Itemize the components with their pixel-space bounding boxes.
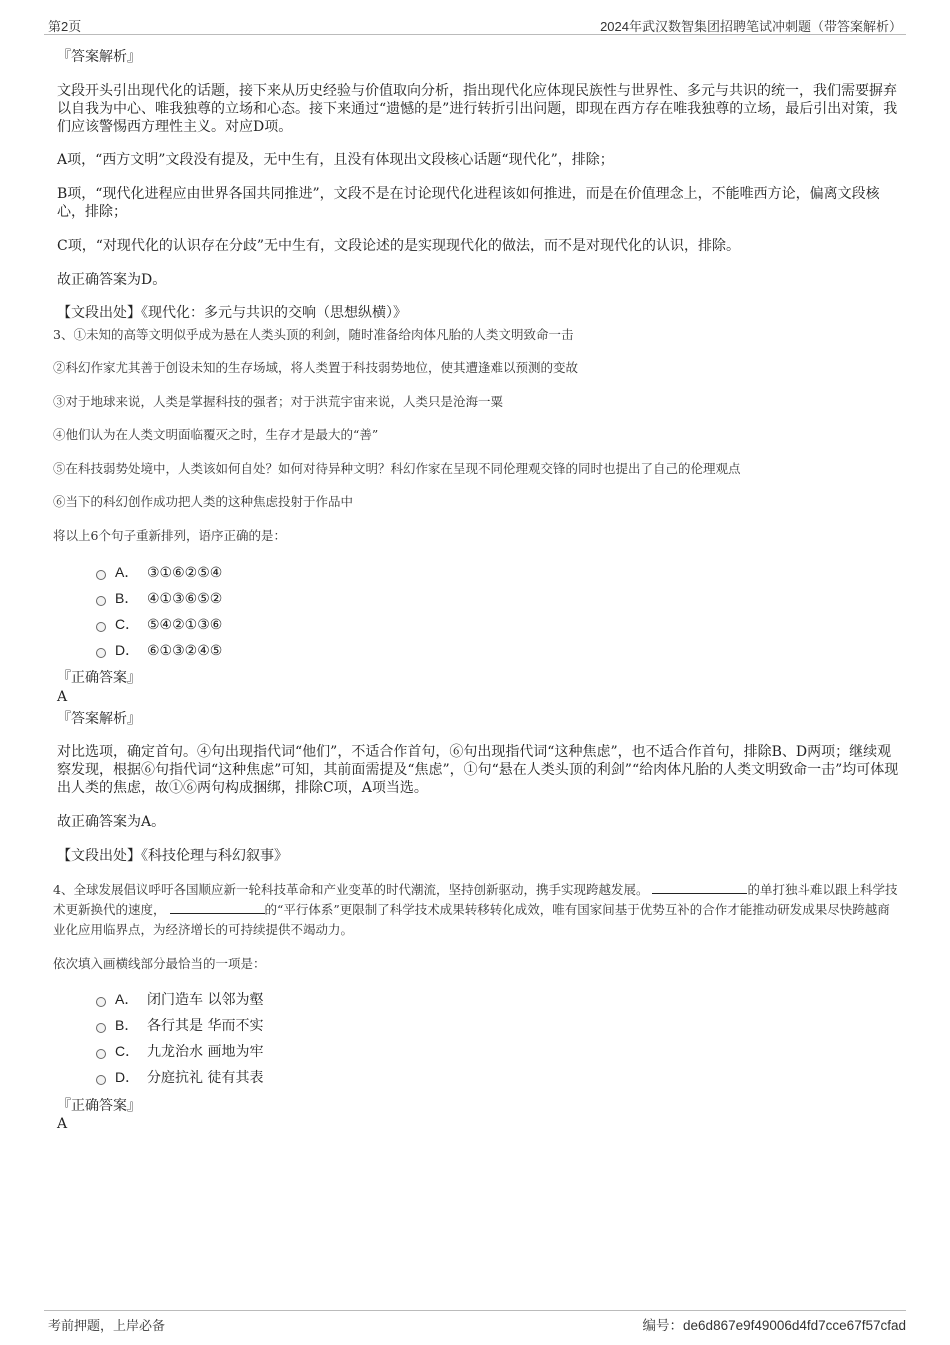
answer-blank-1 bbox=[652, 881, 747, 894]
q2-conclusion: 故正确答案为D。 bbox=[57, 272, 167, 288]
page-number: 第2页 bbox=[48, 19, 82, 34]
q3-answer-label: 『正确答案』 bbox=[57, 670, 141, 686]
document-title: 2024年武汉数智集团招聘笔试冲刺题（带答案解析） bbox=[600, 19, 902, 34]
q4-option-a[interactable]: A． 闭门造车 以邻为壑 bbox=[96, 989, 263, 1009]
q3-option-a[interactable]: A． ③①⑥②⑤④ bbox=[96, 562, 222, 582]
page-header bbox=[44, 14, 906, 35]
q4-stem: 4、全球发展倡议呼吁各国顺应新一轮科技革命和产业变革的时代潮流，坚持创新驱动，携手实现跨越发展。 的单打独斗难以跟上科学技术更新换代的速度， 的“平行体系”更限制了科学技术成果转移转化成效，唯有国家间基于优势互补的合作才能推动研发成果尽快跨越商业化应用临界点，为经济增长的可持续提供不竭动力。 bbox=[53, 882, 898, 937]
q3-option-b[interactable]: B． ④①③⑥⑤② bbox=[96, 588, 222, 608]
page-footer bbox=[44, 1310, 906, 1335]
q2-option-b-analysis: B项，“现代化进程应由世界各国共同推进”，文段不是在讨论现代化进程该如何推进，而是在价值理念上，不能唯西方论，偏离文段核心，排除； bbox=[57, 186, 880, 220]
q3-source: 【文段出处】《科技伦理与科幻叙事》 bbox=[57, 848, 288, 864]
q4-option-d[interactable]: D． 分庭抗礼 徒有其表 bbox=[96, 1067, 263, 1087]
q3-prompt: 将以上6个句子重新排列，语序正确的是： bbox=[53, 528, 286, 543]
q4-option-b[interactable]: B． 各行其是 华而不实 bbox=[96, 1015, 263, 1035]
q3-answer: A bbox=[57, 689, 68, 705]
radio-icon[interactable] bbox=[96, 570, 106, 580]
q3-sentence-6: ⑥当下的科幻创作成功把人类的这种焦虑投射于作品中 bbox=[53, 494, 354, 509]
footer-slogan: 考前押题，上岸必备 bbox=[48, 1318, 166, 1333]
q3-conclusion: 故正确答案为A。 bbox=[57, 814, 166, 830]
q3-sentence-3: ③对于地球来说，人类是掌握科技的强者；对于洪荒宇宙来说，人类只是沧海一粟 bbox=[53, 394, 504, 409]
radio-icon[interactable] bbox=[96, 596, 106, 606]
radio-icon[interactable] bbox=[96, 1049, 106, 1059]
q3-sentence-1: 3、①未知的高等文明似乎成为悬在人类头顶的利剑，随时准备给肉体凡胎的人类文明致命一击 bbox=[53, 327, 574, 342]
q3-sentence-2: ②科幻作家尤其善于创设未知的生存场域，将人类置于科技弱势地位，使其遭逢难以预测的变故 bbox=[53, 360, 579, 375]
q3-analysis-text: 对比选项，确定首句。④句出现指代词“他们”，不适合作首句，⑥句出现指代词“这种焦虑”，也不适合作首句，排除B、D两项；继续观察发现，根据⑥句指代词“这种焦虑”可知，其前面需提及“焦虑”，①句“悬在人类头顶的利剑”“给肉体凡胎的人类文明致命一击”均可体现出人类的焦虑，故①⑥两句构成捆绑，排除C项，A项当选。 bbox=[57, 744, 899, 796]
q4-prompt: 依次填入画横线部分最恰当的一项是： bbox=[53, 956, 266, 971]
q3-option-d[interactable]: D． ⑥①③②④⑤ bbox=[96, 640, 222, 660]
q2-analysis-label: 『答案解析』 bbox=[57, 49, 141, 65]
radio-icon[interactable] bbox=[96, 1023, 106, 1033]
q2-source: 【文段出处】《现代化：多元与共识的交响（思想纵横）》 bbox=[57, 305, 407, 321]
q2-analysis-text: 文段开头引出现代化的话题，接下来从历史经验与价值取向分析，指出现代化应体现民族性与世界性、多元与共识的统一，我们需要摒弃以自我为中心、唯我独尊的立场和心态。接下来通过“遗憾的是”进行转折引出问题，即现在西方存在唯我独尊的立场，最后引出对策，我们应该警惕西方理性主义。对应D项。 bbox=[57, 83, 898, 135]
q4-option-c[interactable]: C． 九龙治水 画地为牢 bbox=[96, 1041, 263, 1061]
q4-answer-label: 『正确答案』 bbox=[57, 1098, 141, 1114]
radio-icon[interactable] bbox=[96, 1075, 106, 1085]
radio-icon[interactable] bbox=[96, 997, 106, 1007]
radio-icon[interactable] bbox=[96, 622, 106, 632]
document-id: 编号：de6d867e9f49006d4fd7cce67f57cfad bbox=[642, 1318, 906, 1333]
radio-icon[interactable] bbox=[96, 648, 106, 658]
q4-answer: A bbox=[57, 1116, 68, 1132]
q3-sentence-5: ⑤在科技弱势处境中，人类该如何自处？如何对待异种文明？科幻作家在呈现不同伦理观交锋的同时也提出了自己的伦理观点 bbox=[53, 461, 741, 476]
q3-analysis-label: 『答案解析』 bbox=[57, 711, 141, 727]
q2-option-a-analysis: A项，“西方文明”文段没有提及，无中生有，且没有体现出文段核心话题“现代化”，排除； bbox=[57, 152, 614, 168]
q3-sentence-4: ④他们认为在人类文明面临覆灭之时，生存才是最大的“善” bbox=[53, 427, 379, 442]
q3-option-c[interactable]: C． ⑤④②①③⑥ bbox=[96, 614, 222, 634]
q2-option-c-analysis: C项，“对现代化的认识存在分歧”无中生有，文段论述的是实现现代化的做法，而不是对现代化的认识，排除。 bbox=[57, 238, 741, 254]
answer-blank-2 bbox=[170, 901, 265, 914]
